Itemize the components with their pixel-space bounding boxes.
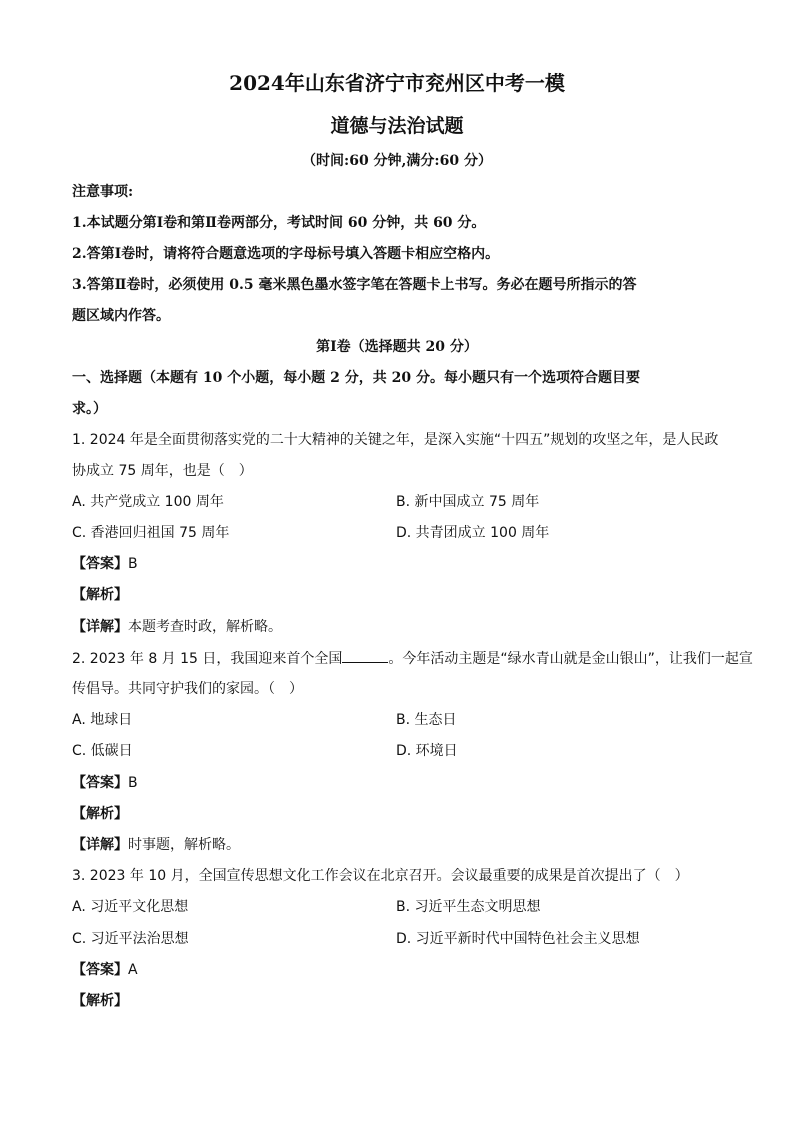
- fill-blank: [342, 648, 388, 663]
- detail-text: 本题考查时政，解析略。: [128, 619, 282, 635]
- exam-title: 2024年山东省济宁市兖州区中考一模: [229, 71, 565, 95]
- detail-text: 时事题，解析略。: [128, 837, 240, 853]
- detail-tag: 【详解】: [72, 619, 128, 635]
- question-2-option-a: A. 地球日: [72, 712, 133, 728]
- question-2-stem-part-a: 2. 2023 年 8 月 15 日，我国迎来首个全国: [72, 651, 343, 667]
- question-1-option-a: A. 共产党成立 100 周年: [72, 494, 224, 510]
- section-title: 第Ⅰ卷（选择题共 20 分）: [316, 339, 478, 355]
- answer-tag: 【答案】: [72, 556, 128, 572]
- question-2-answer: [72, 773, 138, 793]
- question-2-detail: [72, 835, 240, 855]
- question-2-analysis-tag: 【解析】: [72, 806, 128, 822]
- note-item-3: 3.答第Ⅱ卷时，必须使用 0.5 毫米黑色墨水签字笔在答题卡上书写。务必在题号所指示的答: [72, 277, 637, 293]
- question-1-option-b: B. 新中国成立 75 周年: [396, 494, 540, 510]
- question-1-detail: [72, 617, 282, 637]
- question-3-option-c: C. 习近平法治思想: [72, 931, 189, 947]
- question-3-answer: [72, 960, 138, 980]
- answer-tag: 【答案】: [72, 962, 128, 978]
- question-2-option-d: D. 环境日: [396, 743, 458, 759]
- question-3-analysis-tag: 【解析】: [72, 993, 128, 1009]
- note-item-2: 2.答第Ⅰ卷时，请将符合题意选项的字母标号填入答题卡相应空格内。: [72, 246, 500, 262]
- answer-value: B: [128, 775, 138, 791]
- question-2-option-b: B. 生态日: [396, 712, 457, 728]
- question-1-answer: [72, 554, 138, 574]
- question-1-analysis-tag: 【解析】: [72, 587, 128, 603]
- question-1-stem: 1. 2024 年是全面贯彻落实党的二十大精神的关键之年，是深入实施“十四五”规划的攻坚之年，是人民政: [72, 432, 719, 448]
- detail-tag: 【详解】: [72, 837, 128, 853]
- question-3-stem: 3. 2023 年 10 月，全国宣传思想文化工作会议在北京召开。会议最重要的成果是首次提出了（ ）: [72, 868, 689, 884]
- question-1-option-d: D. 共青团成立 100 周年: [396, 525, 550, 541]
- question-1-stem-cont: 协成立 75 周年，也是（ ）: [72, 463, 253, 479]
- answer-value: B: [128, 556, 138, 572]
- note-item-1: 1.本试题分第Ⅰ卷和第Ⅱ卷两部分，考试时间 60 分钟，共 60 分。: [72, 215, 486, 231]
- section-instruction-cont: 求。）: [72, 401, 107, 417]
- notes-heading: 注意事项:: [72, 184, 134, 200]
- question-2-stem-cont: 传倡导。共同守护我们的家园。（ ）: [72, 681, 303, 697]
- question-2-stem-part-b: 。今年活动主题是“绿水青山就是金山银山”，让我们一起宣: [388, 651, 753, 667]
- question-3-option-b: B. 习近平生态文明思想: [396, 899, 541, 915]
- time-info: （时间:60 分钟,满分:60 分）: [302, 153, 492, 169]
- answer-value: A: [128, 962, 138, 978]
- note-item-3-cont: 题区域内作答。: [72, 308, 170, 324]
- question-2-stem: [72, 648, 753, 669]
- answer-tag: 【答案】: [72, 775, 128, 791]
- question-2-option-c: C. 低碳日: [72, 743, 133, 759]
- question-3-option-d: D. 习近平新时代中国特色社会主义思想: [396, 931, 640, 947]
- section-instruction: 一、选择题（本题有 10 个小题，每小题 2 分，共 20 分。每小题只有一个选项符合题目要: [72, 370, 640, 386]
- subject-title: 道德与法治试题: [330, 115, 464, 137]
- question-1-option-c: C. 香港回归祖国 75 周年: [72, 525, 230, 541]
- question-3-option-a: A. 习近平文化思想: [72, 899, 189, 915]
